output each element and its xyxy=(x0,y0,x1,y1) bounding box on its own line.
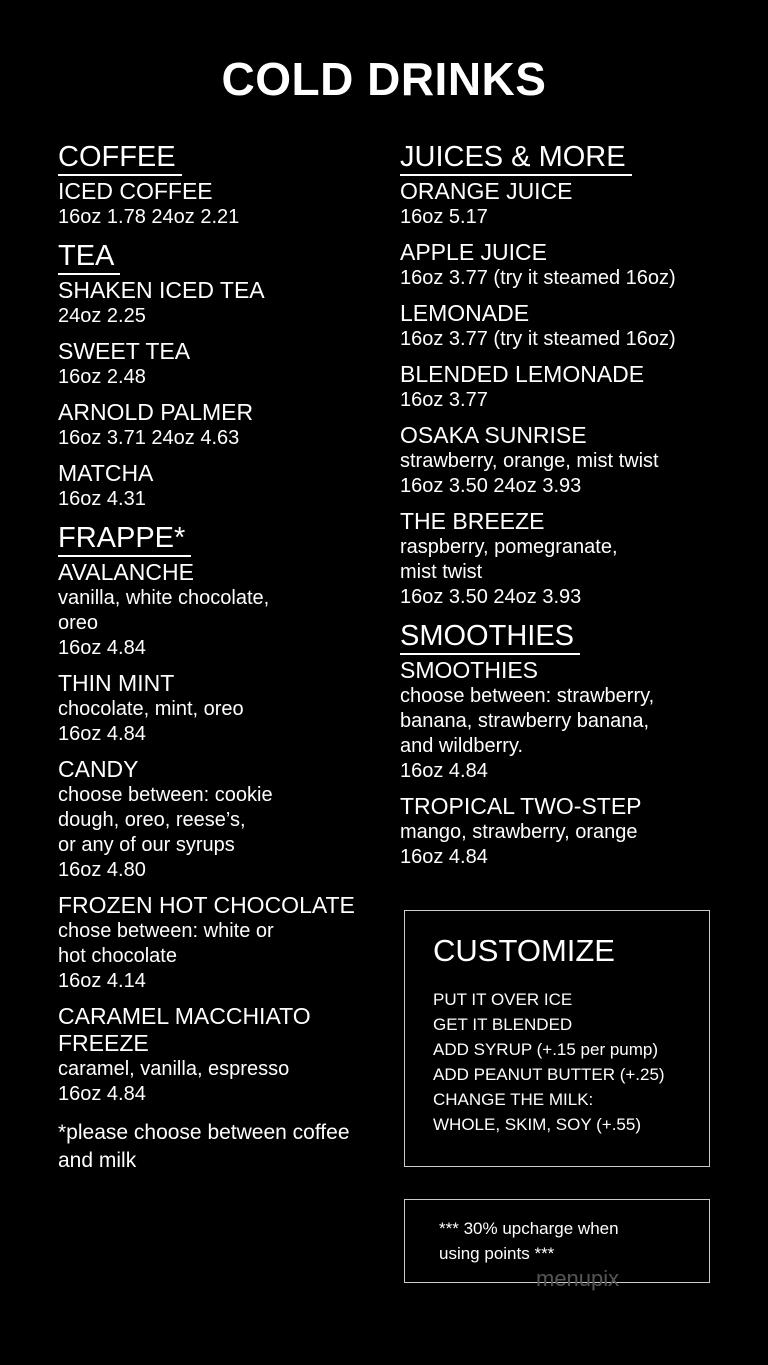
item-detail: hot chocolate xyxy=(58,945,177,967)
item-name: CANDY xyxy=(58,756,139,782)
item-detail: chocolate, mint, oreo xyxy=(58,698,244,720)
item-name: ICED COFFEE xyxy=(58,178,213,204)
section-heading: TEA xyxy=(58,239,120,275)
item-detail: vanilla, white chocolate, xyxy=(58,587,270,609)
item-name: APPLE JUICE xyxy=(400,239,547,265)
menu-item xyxy=(58,559,368,661)
section-heading: SMOOTHIES xyxy=(400,619,580,655)
page-title: COLD DRINKS xyxy=(221,53,547,105)
menu-item xyxy=(58,277,368,329)
item-detail: 16oz 3.50 24oz 3.93 xyxy=(400,475,582,497)
customize-option: WHOLE, SKIM, SOY (+.55) xyxy=(433,1115,641,1134)
menu-item xyxy=(400,300,730,352)
menu-section xyxy=(58,239,368,512)
section-heading: FRAPPE* xyxy=(58,521,191,557)
item-detail: 16oz 3.71 24oz 4.63 xyxy=(58,427,240,449)
menu-item xyxy=(58,670,368,747)
menu-item xyxy=(400,239,730,291)
customize-option: PUT IT OVER ICE xyxy=(433,990,573,1009)
menu-item xyxy=(58,756,368,883)
menu-item xyxy=(400,508,730,610)
customize-box xyxy=(404,910,710,1167)
menu-item xyxy=(58,1003,368,1107)
item-detail: 16oz 4.80 xyxy=(58,859,146,881)
item-detail: 16oz 4.84 xyxy=(400,846,488,868)
item-detail: 16oz 3.77 (try it steamed 16oz) xyxy=(400,328,676,350)
item-detail: 16oz 4.84 xyxy=(400,760,488,782)
item-detail: banana, strawberry banana, xyxy=(400,710,650,732)
item-name: SHAKEN ICED TEA xyxy=(58,277,265,303)
item-detail: 16oz 4.31 xyxy=(58,488,146,510)
item-name: THIN MINT xyxy=(58,670,175,696)
item-detail: mist twist xyxy=(400,561,483,583)
item-detail: raspberry, pomegranate, xyxy=(400,536,618,558)
section-heading: JUICES & MORE xyxy=(400,140,632,176)
upcharge-line: using points *** xyxy=(439,1244,555,1263)
menu-section xyxy=(58,521,368,1107)
customize-option: CHANGE THE MILK: xyxy=(433,1090,594,1109)
item-name: THE BREEZE xyxy=(400,508,545,534)
upcharge-note xyxy=(439,1216,619,1266)
item-detail: 16oz 1.78 24oz 2.21 xyxy=(58,206,240,228)
menu-section xyxy=(400,140,730,610)
upcharge-line: *** 30% upcharge when xyxy=(439,1219,619,1238)
item-name: FROZEN HOT CHOCOLATE xyxy=(58,892,355,918)
customize-option: ADD SYRUP (+.15 per pump) xyxy=(433,1040,659,1059)
menu-item xyxy=(58,178,368,230)
item-detail: 16oz 3.77 (try it steamed 16oz) xyxy=(400,267,676,289)
menu-item xyxy=(400,361,730,413)
item-name: AVALANCHE xyxy=(58,559,194,585)
item-detail: choose between: strawberry, xyxy=(400,685,655,707)
customize-options xyxy=(433,987,665,1137)
section-heading: COFFEE xyxy=(58,140,182,176)
item-name: CARAMEL MACCHIATO FREEZE xyxy=(58,1003,311,1056)
item-name: OSAKA SUNRISE xyxy=(400,422,587,448)
item-name: ORANGE JUICE xyxy=(400,178,573,204)
item-detail: 16oz 3.50 24oz 3.93 xyxy=(400,586,582,608)
watermark-logo: menupix xyxy=(536,1266,620,1291)
item-detail: strawberry, orange, mist twist xyxy=(400,450,659,472)
item-detail: chose between: white or xyxy=(58,920,274,942)
item-detail: 16oz 2.48 xyxy=(58,366,146,388)
menu-item xyxy=(58,460,368,512)
customize-option: ADD PEANUT BUTTER (+.25) xyxy=(433,1065,665,1084)
menu-item xyxy=(400,793,730,870)
item-detail: 16oz 3.77 xyxy=(400,389,488,411)
menu-item xyxy=(58,338,368,390)
item-detail: 16oz 5.17 xyxy=(400,206,488,228)
item-detail: 16oz 4.84 xyxy=(58,1083,146,1105)
left-column xyxy=(58,140,368,1175)
item-detail: caramel, vanilla, espresso xyxy=(58,1058,290,1080)
customize-option: GET IT BLENDED xyxy=(433,1015,573,1034)
item-name: TROPICAL TWO-STEP xyxy=(400,793,642,819)
item-detail: 16oz 4.14 xyxy=(58,970,146,992)
item-detail: 24oz 2.25 xyxy=(58,305,146,327)
menu-section xyxy=(400,619,730,870)
footnote: *please choose between coffee and milk xyxy=(58,1121,350,1172)
item-name: SWEET TEA xyxy=(58,338,191,364)
item-detail: choose between: cookie xyxy=(58,784,273,806)
menu-item xyxy=(400,422,730,499)
item-detail: and wildberry. xyxy=(400,735,524,757)
item-detail: or any of our syrups xyxy=(58,834,235,856)
item-name: BLENDED LEMONADE xyxy=(400,361,645,387)
menu-item xyxy=(58,399,368,451)
item-detail: oreo xyxy=(58,612,99,634)
item-name: SMOOTHIES xyxy=(400,657,539,683)
customize-heading: CUSTOMIZE xyxy=(433,933,615,968)
item-name: MATCHA xyxy=(58,460,154,486)
item-name: ARNOLD PALMER xyxy=(58,399,254,425)
right-column xyxy=(400,140,730,879)
item-detail: mango, strawberry, orange xyxy=(400,821,638,843)
menu-item xyxy=(400,657,730,784)
item-detail: 16oz 4.84 xyxy=(58,637,146,659)
menu-item xyxy=(400,178,730,230)
item-detail: 16oz 4.84 xyxy=(58,723,146,745)
menu-section xyxy=(58,140,368,230)
menu-item xyxy=(58,892,368,994)
item-detail: dough, oreo, reese’s, xyxy=(58,809,246,831)
item-name: LEMONADE xyxy=(400,300,530,326)
